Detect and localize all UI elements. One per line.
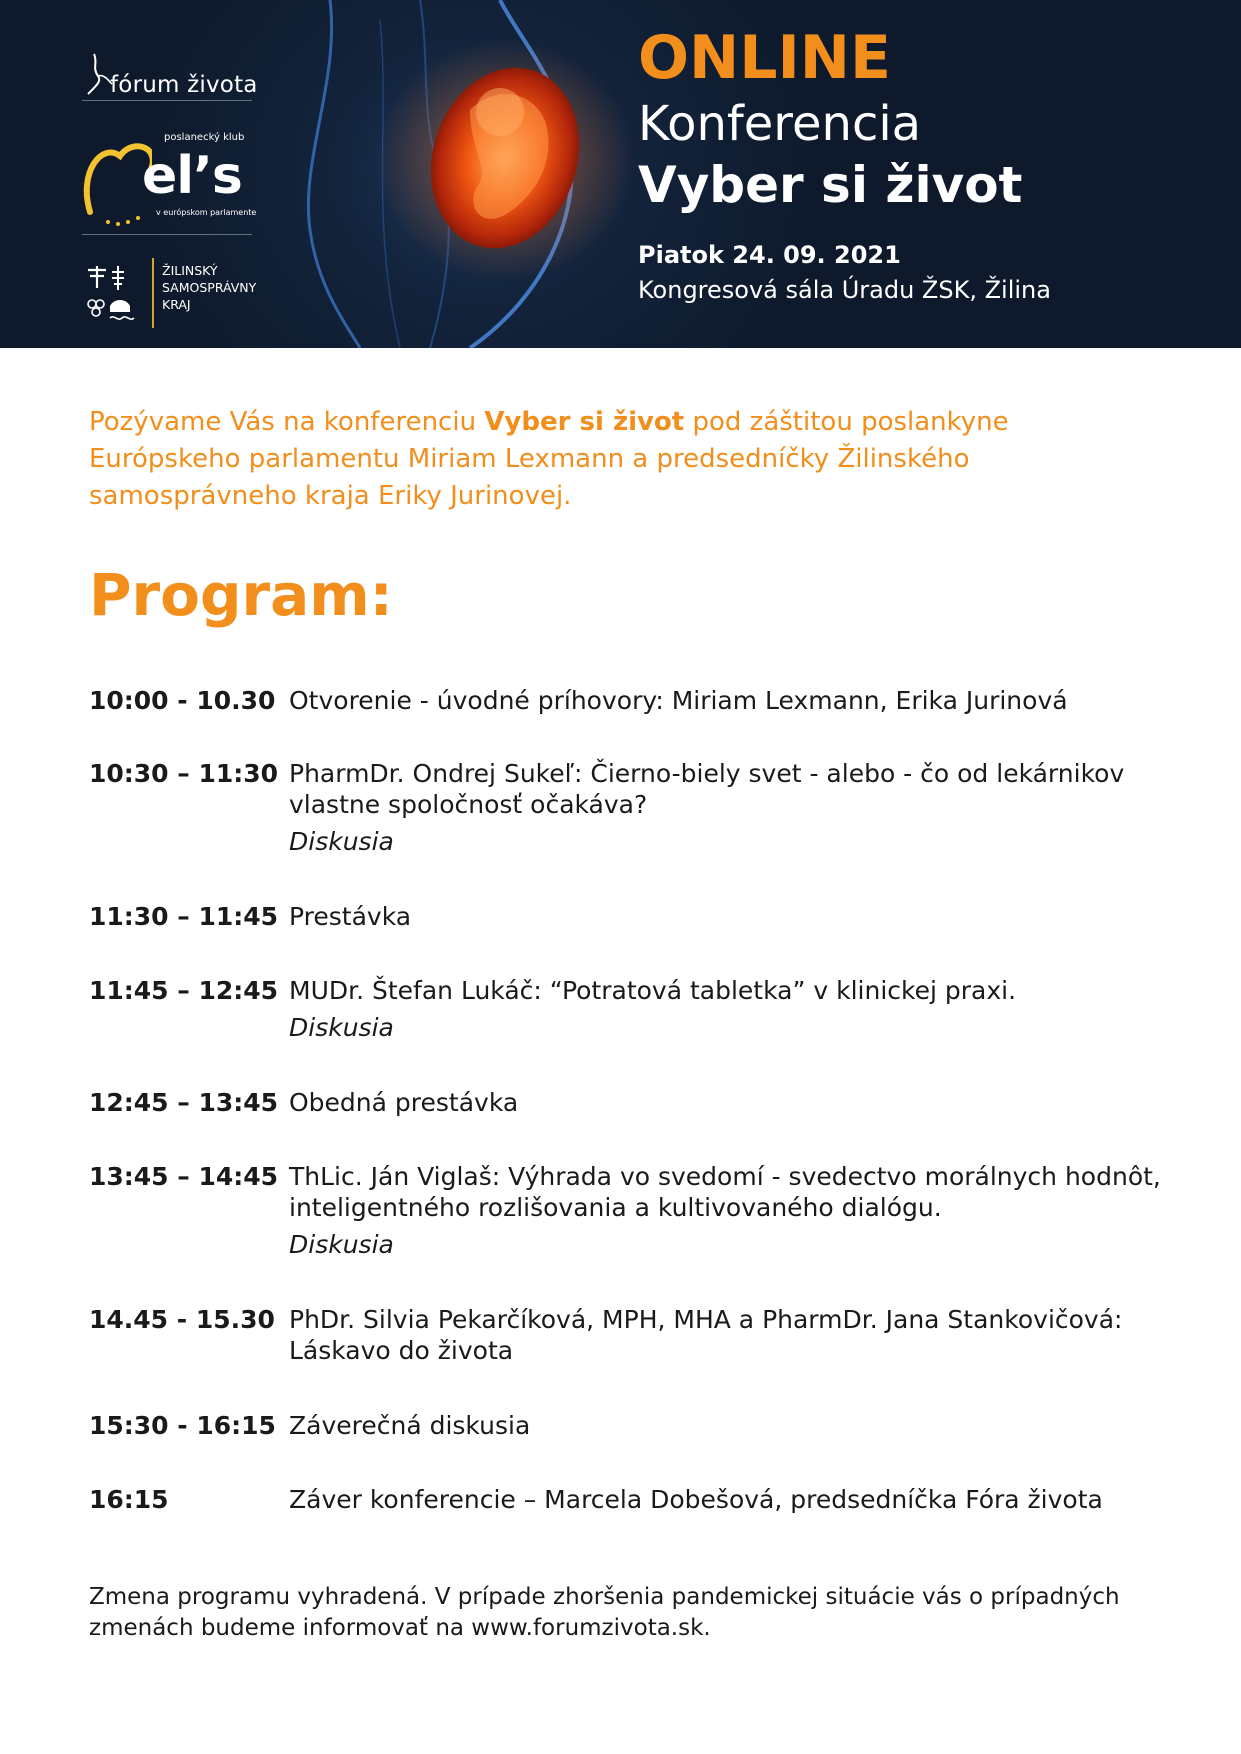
- agenda-description: [289, 758, 1169, 857]
- agenda-description: [289, 1304, 1169, 1366]
- konferencia-label: Konferencia: [638, 96, 922, 152]
- header-banner: [0, 0, 1241, 348]
- agenda-note: Diskusia: [289, 1013, 394, 1042]
- els-logo: [82, 126, 257, 236]
- agenda-text: Záverečná diskusia: [289, 1411, 531, 1440]
- forum-zivota-logo: [82, 50, 258, 98]
- agenda-description: [289, 1410, 1169, 1441]
- agenda-text: Otvorenie - úvodné príhovory: Miriam Lexmann, Erika Jurinová: [289, 686, 1068, 715]
- event-title-block: [638, 22, 1051, 308]
- invitation-text-end: pod záštitou poslankyne Európskeho parlamentu Miriam Lexmann a predsedníčky Žilinského samosprávneho kraja Eriky Jurinovej.: [89, 407, 1009, 511]
- agenda-time: 10:30 – 11:30: [89, 759, 279, 788]
- agenda-description: [289, 901, 1169, 932]
- agenda-time: 11:45 – 12:45: [89, 976, 279, 1005]
- forum-zivota-text: fórum života: [110, 72, 258, 98]
- event-place: Kongresová sála Úradu ŽSK, Žilina: [638, 276, 1051, 304]
- agenda-note: Diskusia: [289, 827, 394, 856]
- event-date: Piatok 24. 09. 2021: [638, 241, 901, 269]
- agenda-description: [289, 1161, 1169, 1260]
- logo-divider: [82, 100, 252, 101]
- invitation-event-name: Vyber si život: [484, 407, 685, 437]
- els-club-label: poslanecký klub: [164, 132, 245, 143]
- event-title: Vyber si život: [638, 156, 1023, 214]
- agenda-description: [289, 1087, 1169, 1118]
- agenda-time: 16:15: [89, 1485, 169, 1514]
- agenda-text: ThLic. Ján Viglaš: Výhrada vo svedomí - svedectvo morálnych hodnôt, inteligentného rozlišovania a kultivovaného dialógu.: [289, 1162, 1161, 1222]
- agenda-time: 15:30 - 16:15: [89, 1411, 276, 1440]
- agenda-time: 13:45 – 14:45: [89, 1162, 279, 1191]
- program-heading: Program:: [89, 561, 393, 629]
- agenda-text: PharmDr. Ondrej Sukeľ: Čierno-biely svet - alebo - čo od lekárnikov vlastne spoločnosť očakáva?: [289, 759, 1125, 819]
- agenda-time: 12:45 – 13:45: [89, 1088, 279, 1117]
- agenda-time: 11:30 – 11:45: [89, 902, 279, 931]
- agenda-note: Diskusia: [289, 1230, 394, 1259]
- zsk-coat-of-arms-icon: [82, 262, 146, 326]
- els-name: el’s: [142, 146, 242, 206]
- invitation-text-start: Pozývame Vás na konferenciu: [89, 407, 485, 437]
- zsk-divider-line: [152, 258, 154, 328]
- els-parliament-label: v európskom parlamente: [156, 208, 257, 217]
- agenda-description: [289, 975, 1169, 1043]
- agenda-time: 10:00 - 10.30: [89, 686, 276, 715]
- agenda-text: PhDr. Silvia Pekarčíková, MPH, MHA a PharmDr. Jana Stankovičová: Láskavo do života: [289, 1305, 1123, 1365]
- invitation-text: [89, 404, 1159, 515]
- agenda-text: Obedná prestávka: [289, 1088, 519, 1117]
- agenda-text: Prestávka: [289, 902, 412, 931]
- online-label: ONLINE: [638, 23, 891, 93]
- zsk-logo: [82, 256, 257, 336]
- logo-divider: [82, 234, 252, 235]
- zsk-name: ŽILINSKÝ SAMOSPRÁVNY KRAJ: [162, 263, 257, 312]
- agenda-description: [289, 685, 1169, 716]
- agenda-text: MUDr. Štefan Lukáč: “Potratová tabletka” v klinickej praxi.: [289, 976, 1017, 1005]
- footer-note: Zmena programu vyhradená. V prípade zhoršenia pandemickej situácie vás o prípadných zmenách budeme informovať na www.forumzivota.sk.: [89, 1584, 1120, 1641]
- agenda-description: [289, 1484, 1169, 1515]
- agenda-time: 14.45 - 15.30: [89, 1305, 275, 1334]
- agenda-text: Záver konferencie – Marcela Dobešová, predsedníčka Fóra života: [289, 1485, 1103, 1514]
